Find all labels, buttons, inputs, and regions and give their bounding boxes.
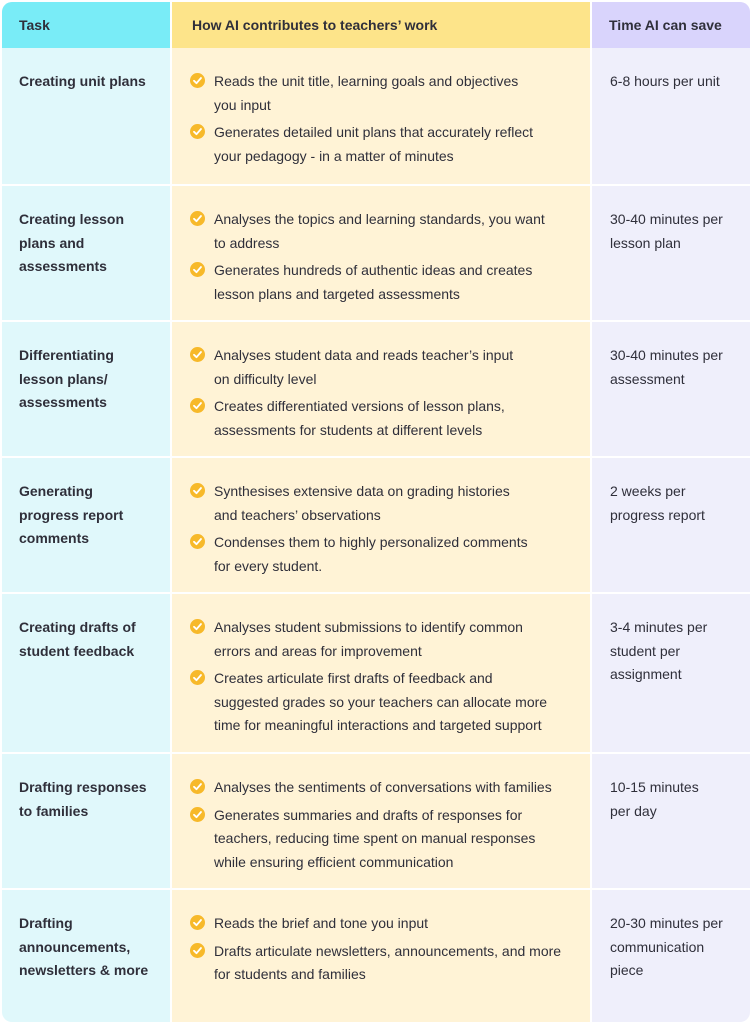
task-label: Creating lesson plans and assessments bbox=[19, 211, 125, 274]
contribution-text: Drafts articulate newsletters, announcements, and more for students and families bbox=[214, 942, 562, 982]
check-icon bbox=[190, 943, 205, 958]
contribution-list bbox=[190, 912, 575, 991]
contribution-text: Reads the unit title, learning goals and objectives you input bbox=[214, 73, 519, 113]
check-icon bbox=[190, 779, 205, 794]
contribution-item bbox=[190, 70, 575, 117]
contribution-text: Analyses the sentiments of conversations with families bbox=[214, 779, 552, 795]
time-saved: 20-30 minutes per communication piece bbox=[610, 915, 723, 978]
contribution-text: Creates articulate first drafts of feedback and suggested grades so your teachers can allocate more time for meaningful interactions and targeted support bbox=[214, 670, 548, 733]
table-row bbox=[2, 754, 750, 888]
contribution-text: Generates detailed unit plans that accurately reflect your pedagogy - in a matter of minutes bbox=[214, 124, 534, 164]
table-row bbox=[2, 890, 750, 1022]
task-label: Creating unit plans bbox=[19, 73, 146, 89]
contribution-item bbox=[190, 616, 575, 663]
time-saved: 2 weeks per progress report bbox=[610, 483, 705, 523]
contribution-item bbox=[190, 208, 575, 255]
contribution-text: Condenses them to highly personalized comments for every student. bbox=[214, 534, 528, 574]
task-label: Drafting announcements, newsletters & more bbox=[19, 915, 149, 978]
header-task: Task bbox=[2, 2, 170, 48]
contribution-text: Creates differentiated versions of lesson plans, assessments for students at different levels bbox=[214, 398, 505, 438]
check-icon bbox=[190, 211, 205, 226]
check-icon bbox=[190, 483, 205, 498]
check-icon bbox=[190, 670, 205, 685]
contribution-list bbox=[190, 616, 575, 742]
table-row bbox=[2, 48, 750, 184]
task-label: Drafting responses to families bbox=[19, 779, 147, 819]
contribution-item bbox=[190, 480, 575, 527]
task-label: Creating drafts of student feedback bbox=[19, 619, 136, 659]
contribution-item bbox=[190, 940, 575, 987]
table-row bbox=[2, 594, 750, 752]
task-label: Generating progress report comments bbox=[19, 483, 124, 546]
check-icon bbox=[190, 347, 205, 362]
ai-task-table bbox=[2, 2, 750, 1022]
contribution-text: Analyses student submissions to identify common errors and areas for improvement bbox=[214, 619, 523, 659]
contribution-item bbox=[190, 804, 575, 875]
contribution-list bbox=[190, 480, 575, 582]
contribution-item bbox=[190, 531, 575, 578]
table-row bbox=[2, 458, 750, 592]
time-saved: 30-40 minutes per assessment bbox=[610, 347, 723, 387]
contribution-item bbox=[190, 776, 575, 800]
contribution-list bbox=[190, 776, 575, 878]
contribution-list bbox=[190, 208, 575, 310]
contribution-text: Generates summaries and drafts of responses for teachers, reducing time spent on manual responses while ensuring efficient communication bbox=[214, 806, 536, 870]
contribution-text: Synthesises extensive data on grading histories and teachers’ observations bbox=[214, 483, 510, 523]
contribution-item bbox=[190, 344, 575, 391]
time-saved: 6-8 hours per unit bbox=[610, 73, 720, 89]
time-saved: 3-4 minutes per student per assignment bbox=[610, 619, 708, 682]
time-saved: 10-15 minutes per day bbox=[610, 779, 699, 819]
check-icon bbox=[190, 262, 205, 277]
check-icon bbox=[190, 534, 205, 549]
header-time: Time AI can save bbox=[592, 2, 750, 48]
check-icon bbox=[190, 73, 205, 88]
contribution-text: Analyses the topics and learning standards, you want to address bbox=[214, 211, 545, 251]
contribution-item bbox=[190, 259, 575, 306]
contribution-item bbox=[190, 121, 575, 168]
contribution-text: Reads the brief and tone you input bbox=[214, 915, 429, 931]
task-label: Differentiating lesson plans/ assessments bbox=[19, 347, 114, 410]
check-icon bbox=[190, 619, 205, 634]
check-icon bbox=[190, 915, 205, 930]
check-icon bbox=[190, 807, 205, 822]
contribution-list bbox=[190, 344, 575, 446]
header-how: How AI contributes to teachers’ work bbox=[172, 2, 590, 48]
contribution-item bbox=[190, 667, 575, 738]
contribution-item bbox=[190, 395, 575, 442]
contribution-list bbox=[190, 70, 575, 172]
contribution-text: Generates hundreds of authentic ideas and creates lesson plans and targeted assessments bbox=[214, 262, 533, 302]
table-row bbox=[2, 186, 750, 320]
table-row bbox=[2, 322, 750, 456]
check-icon bbox=[190, 124, 205, 139]
time-saved: 30-40 minutes per lesson plan bbox=[610, 211, 723, 251]
check-icon bbox=[190, 398, 205, 413]
contribution-text: Analyses student data and reads teacher’s input on difficulty level bbox=[214, 347, 514, 387]
contribution-item bbox=[190, 912, 575, 936]
